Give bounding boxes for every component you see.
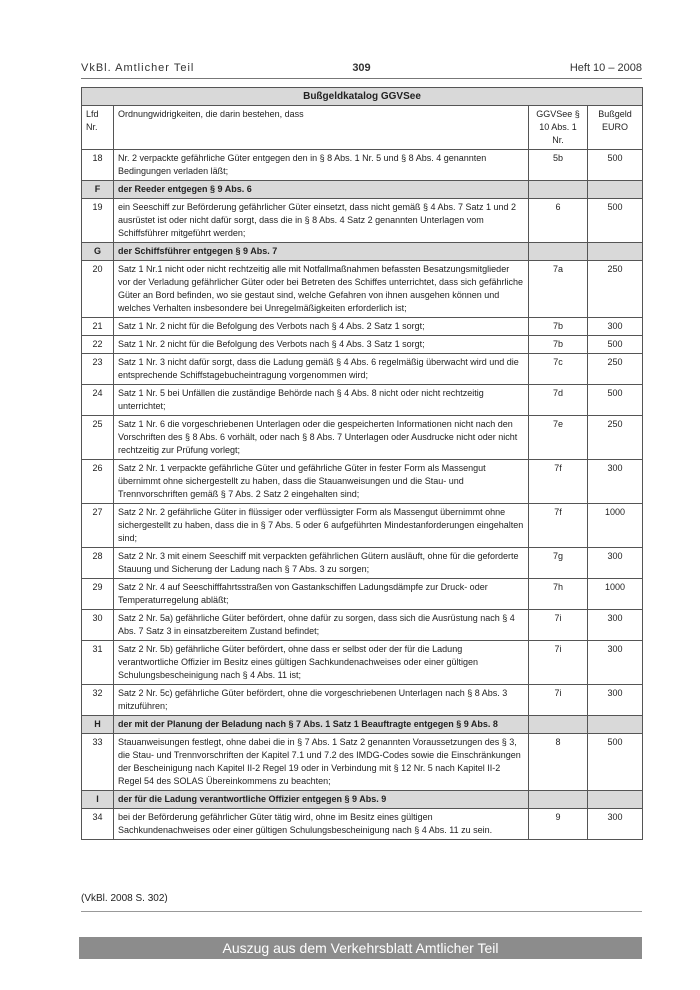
table-row [82,641,643,685]
row-ggvsee-code: 7i [529,685,588,716]
row-description: Stauanweisungen festlegt, ohne dabei die in § 7 Abs. 1 Satz 2 genannten Voraussetzungen des § 3, die Stau- und Trennvorschriften der Kapitel 7.1 und 7.2 des IMDG-Codes sowie die Einschränkungen der Bescheinigung nach Kapitel II-2 Regel 19 oder in Verbindung mit § 12 Nr. 5 nach Kapitel II-2 Regel 54 des SOLAS Übereinkommens zu beachten; [114,734,529,791]
column-header-description: Ordnungwidrigkeiten, die darin bestehen, dass [114,106,529,150]
row-fine-amount: 1000 [588,579,643,610]
row-ggvsee-code: 7b [529,318,588,336]
row-fine-amount: 500 [588,734,643,791]
row-fine-amount: 1000 [588,504,643,548]
row-ggvsee-code: 5b [529,150,588,181]
row-fine-amount: 300 [588,809,643,840]
section-row [82,791,643,809]
page-number: 309 [352,62,371,74]
section-row [82,716,643,734]
footer-banner: Auszug aus dem Verkehrsblatt Amtlicher Teil [79,937,642,959]
section-empty-cell [529,243,588,261]
section-title: der Schiffsführer entgegen § 9 Abs. 7 [114,243,529,261]
section-title: der Reeder entgegen § 9 Abs. 6 [114,181,529,199]
section-letter: G [82,243,114,261]
section-letter: F [82,181,114,199]
row-ggvsee-code: 7f [529,504,588,548]
page-header [81,62,642,78]
row-number: 24 [82,385,114,416]
row-ggvsee-code: 7c [529,354,588,385]
row-number: 33 [82,734,114,791]
header-divider [81,78,642,79]
row-number: 21 [82,318,114,336]
row-number: 26 [82,460,114,504]
row-number: 20 [82,261,114,318]
table-title: Bußgeldkatalog GGVSee [82,88,643,106]
row-ggvsee-code: 8 [529,734,588,791]
row-number: 22 [82,336,114,354]
row-description: Satz 1 Nr.1 nicht oder nicht rechtzeitig alle mit Notfallmaßnahmen befassten Besatzungsmitglieder vor der Verladung gefährlicher Güter oder bei Betreten des Schiffes unterrichtet, dass sich gefährliche Güter an Bord befinden, wo sie gestaut sind, welche Gefahren von ihnen ausgehen können und welches Verhalten insbesondere bei Unregelmäßigkeiten erforderlich ist; [114,261,529,318]
row-fine-amount: 250 [588,416,643,460]
section-empty-cell [588,243,643,261]
row-description: Satz 1 Nr. 6 die vorgeschriebenen Unterlagen oder die gespeicherten Informationen nicht nach den Vorschriften des § 8 Abs. 6 vorhält, oder nach § 8 Abs. 7 Unterlagen oder Ausdrucke nicht oder nicht rechtzeitig zur Prüfung vorlegt; [114,416,529,460]
row-description: Satz 2 Nr. 5a) gefährliche Güter befördert, ohne dafür zu sorgen, dass sich die Ausrüstung nach § 4 Abs. 7 Satz 3 in einsatzbereitem Zustand befindet; [114,610,529,641]
table-row [82,579,643,610]
table-row [82,199,643,243]
issue-label: Heft 10 – 2008 [569,62,642,74]
section-letter: I [82,791,114,809]
table-row [82,336,643,354]
row-description: Satz 1 Nr. 5 bei Unfällen die zuständige Behörde nach § 4 Abs. 8 nicht oder nicht rechtzeitig unterrichtet; [114,385,529,416]
table-row [82,261,643,318]
footer-divider [81,911,642,912]
section-empty-cell [588,791,643,809]
table-row [82,610,643,641]
row-fine-amount: 500 [588,199,643,243]
table-row [82,685,643,716]
section-row [82,181,643,199]
row-number: 25 [82,416,114,460]
row-fine-amount: 300 [588,460,643,504]
row-fine-amount: 500 [588,150,643,181]
column-header-lfd: Lfd Nr. [82,106,114,150]
column-header-ggvsee: GGVSee § 10 Abs. 1 Nr. [529,106,588,150]
fine-catalog-table [81,87,643,840]
row-fine-amount: 300 [588,641,643,685]
table-row [82,504,643,548]
section-empty-cell [588,716,643,734]
row-description: ein Seeschiff zur Beförderung gefährlicher Güter einsetzt, dass nicht gemäß § 4 Abs. 7 Satz 1 und 2 ausrüstet ist oder nicht dafür sorgt, dass die in § 8 Abs. 4 Satz 2 genannten Unterlagen vom Schiffsführer mitgeführt werden; [114,199,529,243]
row-number: 18 [82,150,114,181]
table-row [82,548,643,579]
row-ggvsee-code: 7h [529,579,588,610]
section-title: der mit der Planung der Beladung nach § 7 Abs. 1 Satz 1 Beauftragte entgegen § 9 Abs. 8 [114,716,529,734]
row-number: 29 [82,579,114,610]
table-title-row [82,88,643,106]
row-ggvsee-code: 7d [529,385,588,416]
row-description: Nr. 2 verpackte gefährliche Güter entgegen den in § 8 Abs. 1 Nr. 5 und § 8 Abs. 4 genannten Bedingungen verladen läßt; [114,150,529,181]
row-fine-amount: 250 [588,261,643,318]
section-empty-cell [588,181,643,199]
section-empty-cell [529,181,588,199]
row-ggvsee-code: 7i [529,641,588,685]
row-fine-amount: 300 [588,548,643,579]
table-header-row [82,106,643,150]
row-ggvsee-code: 7e [529,416,588,460]
row-description: Satz 2 Nr. 3 mit einem Seeschiff mit verpackten gefährlichen Gütern ausläuft, ohne für die geforderte Stauung und Sicherung der Ladung nach § 7 Abs. 3 zu sorgen; [114,548,529,579]
row-number: 23 [82,354,114,385]
row-description: bei der Beförderung gefährlicher Güter tätig wird, ohne im Besitz eines gültigen Sachkundenachweises oder einer gültigen Schulungsbescheinigung nach § 4 Abs. 11 zu sein. [114,809,529,840]
row-description: Satz 2 Nr. 2 gefährliche Güter in flüssiger oder verflüssigter Form als Massengut übernimmt ohne sichergestellt zu haben, dass die in § 7 Abs. 5 oder 6 aufgeführten Mindestanforderungen eingehalten sind; [114,504,529,548]
section-title: der für die Ladung verantwortliche Offizier entgegen § 9 Abs. 9 [114,791,529,809]
row-ggvsee-code: 6 [529,199,588,243]
row-number: 27 [82,504,114,548]
row-number: 34 [82,809,114,840]
row-fine-amount: 250 [588,354,643,385]
row-number: 32 [82,685,114,716]
journal-name: VkBl. Amtlicher Teil [81,62,195,74]
section-row [82,243,643,261]
table-row [82,385,643,416]
row-number: 19 [82,199,114,243]
table-row [82,150,643,181]
row-ggvsee-code: 7b [529,336,588,354]
row-ggvsee-code: 7a [529,261,588,318]
table-row [82,416,643,460]
column-header-fine: Bußgeld EURO [588,106,643,150]
row-fine-amount: 500 [588,385,643,416]
row-fine-amount: 300 [588,610,643,641]
table-row [82,354,643,385]
row-number: 28 [82,548,114,579]
row-fine-amount: 300 [588,685,643,716]
row-description: Satz 2 Nr. 5b) gefährliche Güter befördert, ohne dass er selbst oder der für die Ladung verantwortliche Offizier im Besitz eines gültigen Sachkundenachweises oder einer gültigen Schulungsbescheinigung nach § 4 Abs. 11 ist; [114,641,529,685]
row-description: Satz 2 Nr. 4 auf Seeschifffahrtsstraßen von Gastankschiffen Ladungsdämpfe zur Druck- oder Temperaturregelung abläßt; [114,579,529,610]
row-description: Satz 1 Nr. 3 nicht dafür sorgt, dass die Ladung gemäß § 4 Abs. 6 regelmäßig überwacht wird und die entsprechende Schiffstagebucheintragung vorgenommen wird; [114,354,529,385]
row-number: 31 [82,641,114,685]
row-ggvsee-code: 9 [529,809,588,840]
row-ggvsee-code: 7f [529,460,588,504]
row-fine-amount: 300 [588,318,643,336]
section-letter: H [82,716,114,734]
table-row [82,318,643,336]
row-description: Satz 1 Nr. 2 nicht für die Befolgung des Verbots nach § 4 Abs. 3 Satz 1 sorgt; [114,336,529,354]
table-row [82,460,643,504]
row-ggvsee-code: 7g [529,548,588,579]
row-ggvsee-code: 7i [529,610,588,641]
row-fine-amount: 500 [588,336,643,354]
row-description: Satz 2 Nr. 1 verpackte gefährliche Güter und gefährliche Güter in fester Form als Massengut übernimmt ohne sichergestellt zu haben, dass die Stauanweisungen und die Stau- und Trennvorschriften gemäß § 7 Abs. 2 Satz 2 eingehalten sind; [114,460,529,504]
source-citation: (VkBl. 2008 S. 302) [81,893,168,904]
row-number: 30 [82,610,114,641]
section-empty-cell [529,716,588,734]
row-description: Satz 2 Nr. 5c) gefährliche Güter befördert, ohne die vorgeschriebenen Unterlagen nach § 8 Abs. 3 mitzuführen; [114,685,529,716]
row-description: Satz 1 Nr. 2 nicht für die Befolgung des Verbots nach § 4 Abs. 2 Satz 1 sorgt; [114,318,529,336]
table-row [82,734,643,791]
section-empty-cell [529,791,588,809]
table-row [82,809,643,840]
